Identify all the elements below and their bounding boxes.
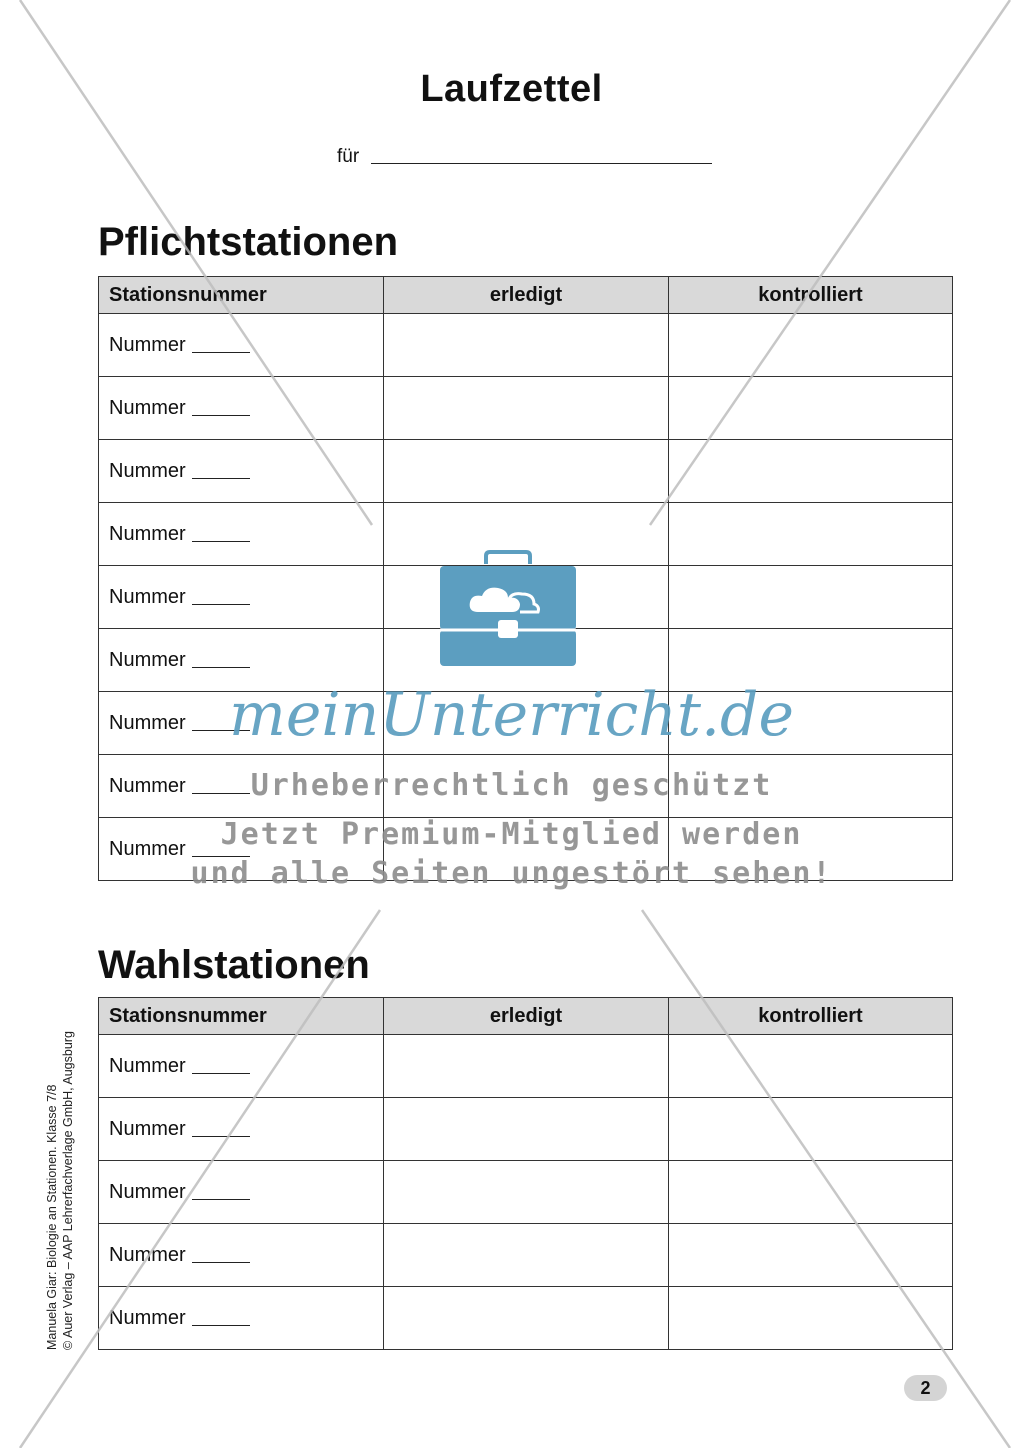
table-row xyxy=(99,1098,953,1161)
credit-text xyxy=(44,990,76,1350)
checked-cell xyxy=(669,314,953,377)
checked-cell xyxy=(669,1224,953,1287)
station-number-blank xyxy=(192,541,250,542)
station-number-cell xyxy=(99,1224,384,1287)
station-number-cell xyxy=(99,314,384,377)
table-row xyxy=(99,1287,953,1350)
done-cell xyxy=(384,314,669,377)
watermark-line-2: Jetzt Premium-Mitglied werden xyxy=(220,817,803,852)
station-number-blank xyxy=(192,415,250,416)
station-number-blank xyxy=(192,478,250,479)
station-number-blank xyxy=(192,1136,250,1137)
station-number-cell xyxy=(99,377,384,440)
done-cell xyxy=(384,1098,669,1161)
station-number-label: Nummer xyxy=(109,1180,186,1203)
name-blank-line xyxy=(371,163,712,164)
table-header-row xyxy=(99,277,953,314)
station-number-label: Nummer xyxy=(109,774,186,797)
table-row xyxy=(99,1224,953,1287)
checked-cell xyxy=(669,566,953,629)
station-number-blank xyxy=(192,1262,250,1263)
page-title: Laufzettel xyxy=(420,68,603,110)
checked-cell xyxy=(669,377,953,440)
station-number-label: Nummer xyxy=(109,837,186,860)
station-number-blank xyxy=(192,1199,250,1200)
station-number-label: Nummer xyxy=(109,1306,186,1329)
station-number-label: Nummer xyxy=(109,585,186,608)
station-number-label: Nummer xyxy=(109,1243,186,1266)
col-header-done: erledigt xyxy=(384,277,669,314)
wahl-table xyxy=(98,997,953,1350)
done-cell xyxy=(384,1287,669,1350)
checked-cell xyxy=(669,503,953,566)
table-row xyxy=(99,314,953,377)
station-number-blank xyxy=(192,1325,250,1326)
station-number-label: Nummer xyxy=(109,711,186,734)
watermark-brand: meinUnterricht.de xyxy=(229,680,794,750)
done-cell xyxy=(384,377,669,440)
station-number-cell xyxy=(99,440,384,503)
table-row xyxy=(99,1161,953,1224)
station-number-label: Nummer xyxy=(109,396,186,419)
watermark-line-3: und alle Seiten ungestört sehen! xyxy=(190,856,833,891)
table-row xyxy=(99,440,953,503)
station-number-cell xyxy=(99,1287,384,1350)
checked-cell xyxy=(669,440,953,503)
station-number-label: Nummer xyxy=(109,648,186,671)
name-label: für xyxy=(337,146,360,167)
pflicht-heading: Pflichtstationen xyxy=(98,220,399,264)
col-header-checked: kontrolliert xyxy=(669,998,953,1035)
done-cell xyxy=(384,1035,669,1098)
station-number-label: Nummer xyxy=(109,459,186,482)
credit-line-2: © Auer Verlag – AAP Lehrerfachverlage GmbH, Augsburg xyxy=(61,1031,75,1350)
station-number-label: Nummer xyxy=(109,333,186,356)
station-number-cell xyxy=(99,1035,384,1098)
station-number-cell xyxy=(99,1098,384,1161)
station-number-blank xyxy=(192,1073,250,1074)
col-header-number: Stationsnummer xyxy=(99,998,384,1035)
credit-line-1: Manuela Giar: Biologie an Stationen. Klasse 7/8 xyxy=(45,1084,59,1350)
checked-cell xyxy=(669,1287,953,1350)
col-header-done: erledigt xyxy=(384,998,669,1035)
checked-cell xyxy=(669,1098,953,1161)
station-number-blank xyxy=(192,352,250,353)
watermark-line-1: Urheberrechtlich geschützt xyxy=(250,768,773,803)
checked-cell xyxy=(669,1161,953,1224)
station-number-cell xyxy=(99,1161,384,1224)
done-cell xyxy=(384,1224,669,1287)
briefcase-cloud-icon xyxy=(438,550,578,670)
table-header-row xyxy=(99,998,953,1035)
wahl-heading: Wahlstationen xyxy=(98,943,370,987)
table-row xyxy=(99,1035,953,1098)
station-number-label: Nummer xyxy=(109,1054,186,1077)
station-number-cell xyxy=(99,566,384,629)
checked-cell xyxy=(669,1035,953,1098)
col-header-number: Stationsnummer xyxy=(99,277,384,314)
station-number-blank xyxy=(192,667,250,668)
station-number-label: Nummer xyxy=(109,522,186,545)
station-number-blank xyxy=(192,604,250,605)
col-header-checked: kontrolliert xyxy=(669,277,953,314)
table-row xyxy=(99,377,953,440)
done-cell xyxy=(384,440,669,503)
done-cell xyxy=(384,1161,669,1224)
page-number-badge: 2 xyxy=(904,1375,947,1401)
station-number-label: Nummer xyxy=(109,1117,186,1140)
station-number-cell xyxy=(99,503,384,566)
